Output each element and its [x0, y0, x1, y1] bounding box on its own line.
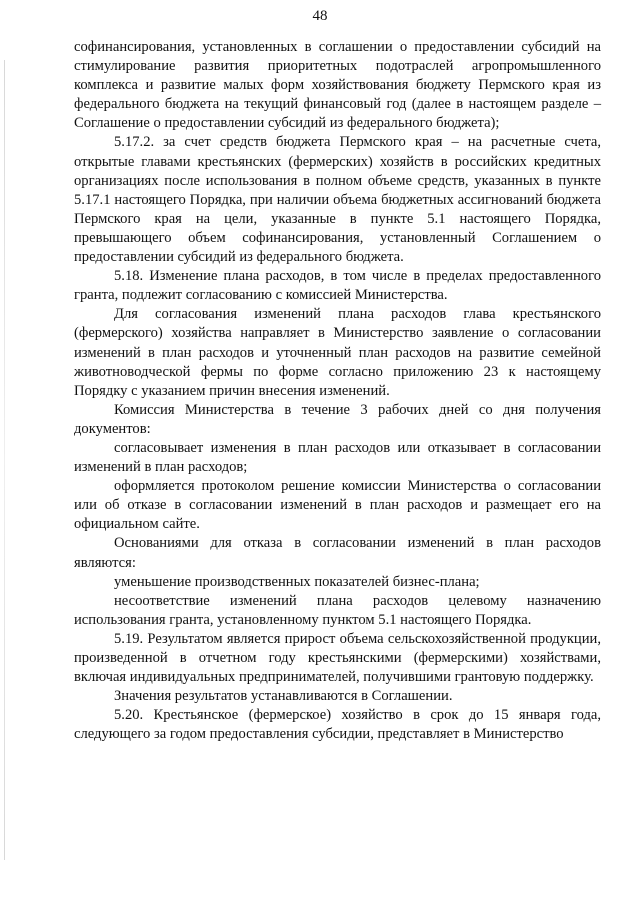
document-body [74, 38, 601, 744]
paragraph-5: Комиссия Министерства в течение 3 рабочих дней со дня получения документов: [74, 401, 601, 437]
paragraph-2: 5.17.2. за счет средств бюджета Пермского края – на расчетные счета, открытые главами крестьянских (фермерских) хозяйств в российских кредитных организациях после использования в полном объеме средств, указанных в пункте 5.17.1 настоящего Порядка, при наличии объема бюджетных ассигнований бюджета Пермского края на цели, указанные в пункте 5.1 настоящего Порядка, превышающего объем софинансирования, установленный Соглашением о предоставлении субсидий из федерального бюджета. [74, 134, 601, 266]
paragraph-3: 5.18. Изменение плана расходов, в том числе в пределах предоставленного гранта, подлежит согласованию с комиссией Министерства. [74, 268, 601, 304]
paragraph-1: софинансирования, установленных в соглашении о предоставлении субсидий на стимулирование развития приоритетных подотраслей агропромышленного комплекса и развитие малых форм хозяйствования бюджету Пермского края из федерального бюджета на текущий финансовый год (далее в настоящем разделе – Соглашение о предоставлении субсидий из федерального бюджета); [74, 39, 601, 132]
page-number: 48 [312, 8, 328, 24]
paragraph-4: Для согласования изменений плана расходов глава крестьянского (фермерского) хозяйства направляет в Министерство заявление о согласовании изменений в план расходов и уточненный план расходов на развитие семейной животноводческой фермы по форме согласно приложению 23 к настоящему Порядку с указанием причин внесения изменений. [74, 306, 601, 399]
scan-edge-shadow [4, 60, 5, 860]
paragraph-7: оформляется протоколом решение комиссии Министерства о согласовании или об отказе в согласовании изменений в план расходов и размещает его на официальном сайте. [74, 478, 601, 533]
paragraph-8: Основаниями для отказа в согласовании изменений в план расходов являются: [74, 535, 601, 571]
paragraph-6: согласовывает изменения в план расходов или отказывает в согласовании изменений в план расходов; [74, 439, 601, 476]
paragraph-10: несоответствие изменений плана расходов целевому назначению использования гранта, установленному пунктом 5.1 настоящего Порядка. [74, 592, 601, 628]
paragraph-13: 5.20. Крестьянское (фермерское) хозяйство в срок до 15 января года, следующего за годом предоставления субсидии, представляет в Министерство [74, 707, 601, 743]
paragraph-11: 5.19. Результатом является прирост объема сельскохозяйственной продукции, произведенной в отчетном году крестьянскими (фермерскими) хозяйствами, включая индивидуальных предпринимателей, получившими грантовую поддержку. [74, 630, 601, 686]
paragraph-12: Значения результатов устанавливаются в Соглашении. [114, 688, 453, 705]
paragraph-9: уменьшение производственных показателей бизнес-плана; [114, 573, 480, 590]
